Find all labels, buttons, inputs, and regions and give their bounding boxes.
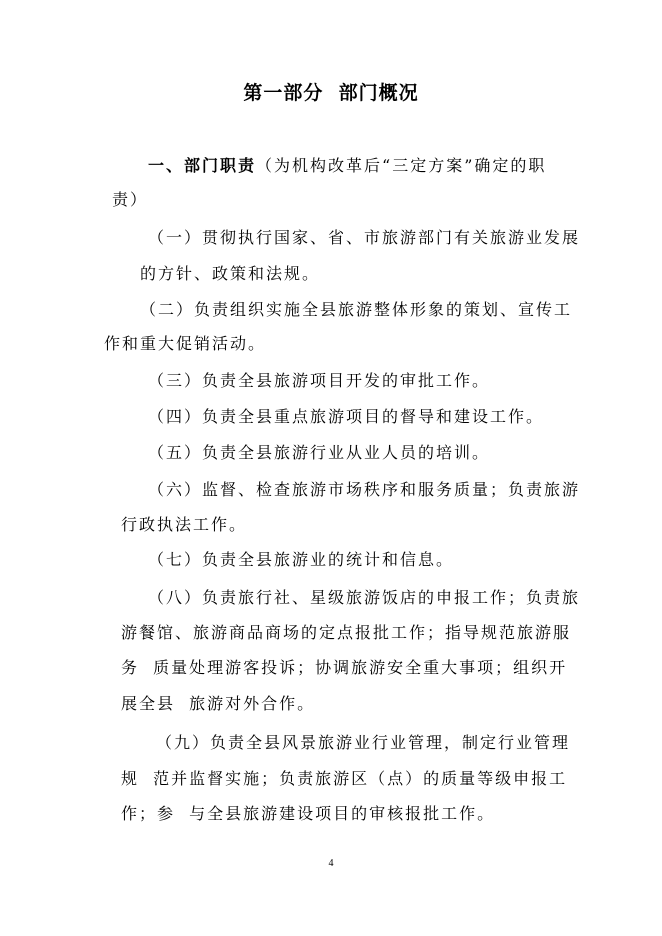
section-heading-line xyxy=(148,155,546,177)
body-line: 作；参 与全县旅游建设项目的审核报批工作。 xyxy=(121,804,496,823)
body-line: 作和重大促销活动。 xyxy=(104,334,267,353)
body-line: （七）负责全县旅游业的统计和信息。 xyxy=(148,550,455,569)
body-line: 行政执法工作。 xyxy=(121,515,248,534)
page-number: 4 xyxy=(328,858,334,869)
section-heading: 一、部门职责 xyxy=(148,156,257,175)
body-line: （一）贯彻执行国家、省、市旅游部门有关旅游业发展 xyxy=(148,228,581,247)
body-line: （四）负责全县重点旅游项目的督导和建设工作。 xyxy=(148,407,545,426)
body-line: （八）负责旅行社、星级旅游饭店的申报工作；负责旅 xyxy=(148,588,581,607)
section-heading-note: （为机构改革后“三定方案”确定的职 xyxy=(256,156,547,175)
body-line: 的方针、政策和法规。 xyxy=(140,264,321,283)
body-line: 规 范并监督实施；负责旅游区（点）的质量等级申报工 xyxy=(121,769,568,788)
body-line: （三）负责全县旅游项目开发的审批工作。 xyxy=(148,371,491,390)
body-line: 务 质量处理游客投诉；协调旅游安全重大事项；组织开 xyxy=(121,658,568,677)
section-heading-note-cont: 责） xyxy=(112,190,149,209)
page-title: 第一部分 部门概况 xyxy=(243,82,419,104)
body-line: （九）负责全县风景旅游业行业管理，制定行业管理 xyxy=(156,733,571,752)
body-line: （五）负责全县旅游行业从业人员的培训。 xyxy=(148,443,491,462)
body-line: （六）监督、检查旅游市场秩序和服务质量；负责旅游 xyxy=(148,480,581,499)
body-line: 展全县 旅游对外合作。 xyxy=(121,694,316,713)
body-line: （二）负责组织实施全县旅游整体形象的策划、宣传工 xyxy=(140,300,573,319)
body-line: 游餐馆、旅游商品商场的定点报批工作；指导规范旅游服 xyxy=(121,623,572,642)
